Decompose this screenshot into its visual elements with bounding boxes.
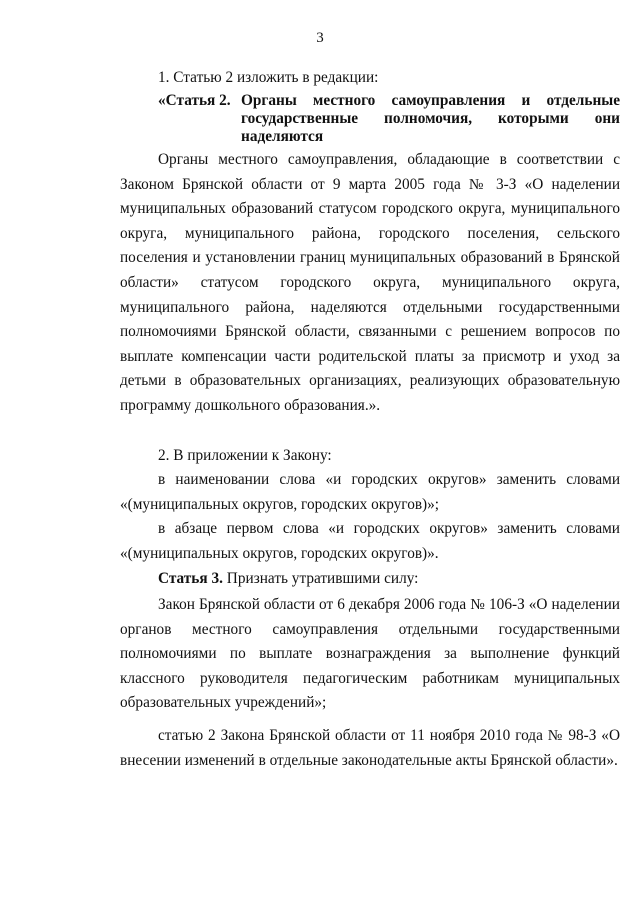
item-1: 1. Статью 2 изложить в редакции: (158, 69, 379, 86)
article-3-text: Признать утратившими силу: (222, 570, 419, 587)
repeal-item-1: Закон Брянской области от 6 декабря 2006 года № 106-З «О наделении органов местного самоуправления отдельными государственными полномочиями по выплате вознаграждения за выполнение функций классного руководителя педагогическим работникам муниципальных образовательных учреждений»; (120, 596, 620, 712)
article-2-title: Органы местного самоуправления и отдельные государственные полномочия, которыми они наделяются (241, 92, 620, 145)
article-3-heading (120, 567, 620, 592)
article-2-label: «Статья 2. (158, 92, 231, 109)
article-2-body: Органы местного самоуправления, обладающие в соответствии с Законом Брянской области от 9 марта 2005 года № 3-З «О наделении муниципальных образований статусом городского округа, муниципального округа, муниципального района, городского поселения, сельского поселения и установлении границ муниципальных образований в Брянской области» статусом городского округа, муниципального округа, муниципального района, наделяются отдельными государственными полномочиями Брянской области, связанными с решением вопросов по выплате компенсации части родительской платы за присмотр и уход за детьми в образовательных организациях, реализующих образовательную программу дошкольного образования.». (120, 151, 620, 414)
item-2-paragraph-b: в абзаце первом слова «и городских округов» заменить словами «(муниципальных округов, городских округов)». (120, 520, 620, 562)
page-number: 3 (316, 30, 324, 46)
article-3-label: Статья 3. (158, 570, 223, 587)
repeal-item-2: статью 2 Закона Брянской области от 11 ноября 2010 года № 98-З «О внесении изменений в отдельные законодательные акты Брянской области». (120, 727, 620, 769)
item-2: 2. В приложении к Закону: (158, 447, 332, 464)
item-2-paragraph-a: в наименовании слова «и городских округов» заменить словами «(муниципальных округов, городских округов)»; (120, 471, 620, 513)
